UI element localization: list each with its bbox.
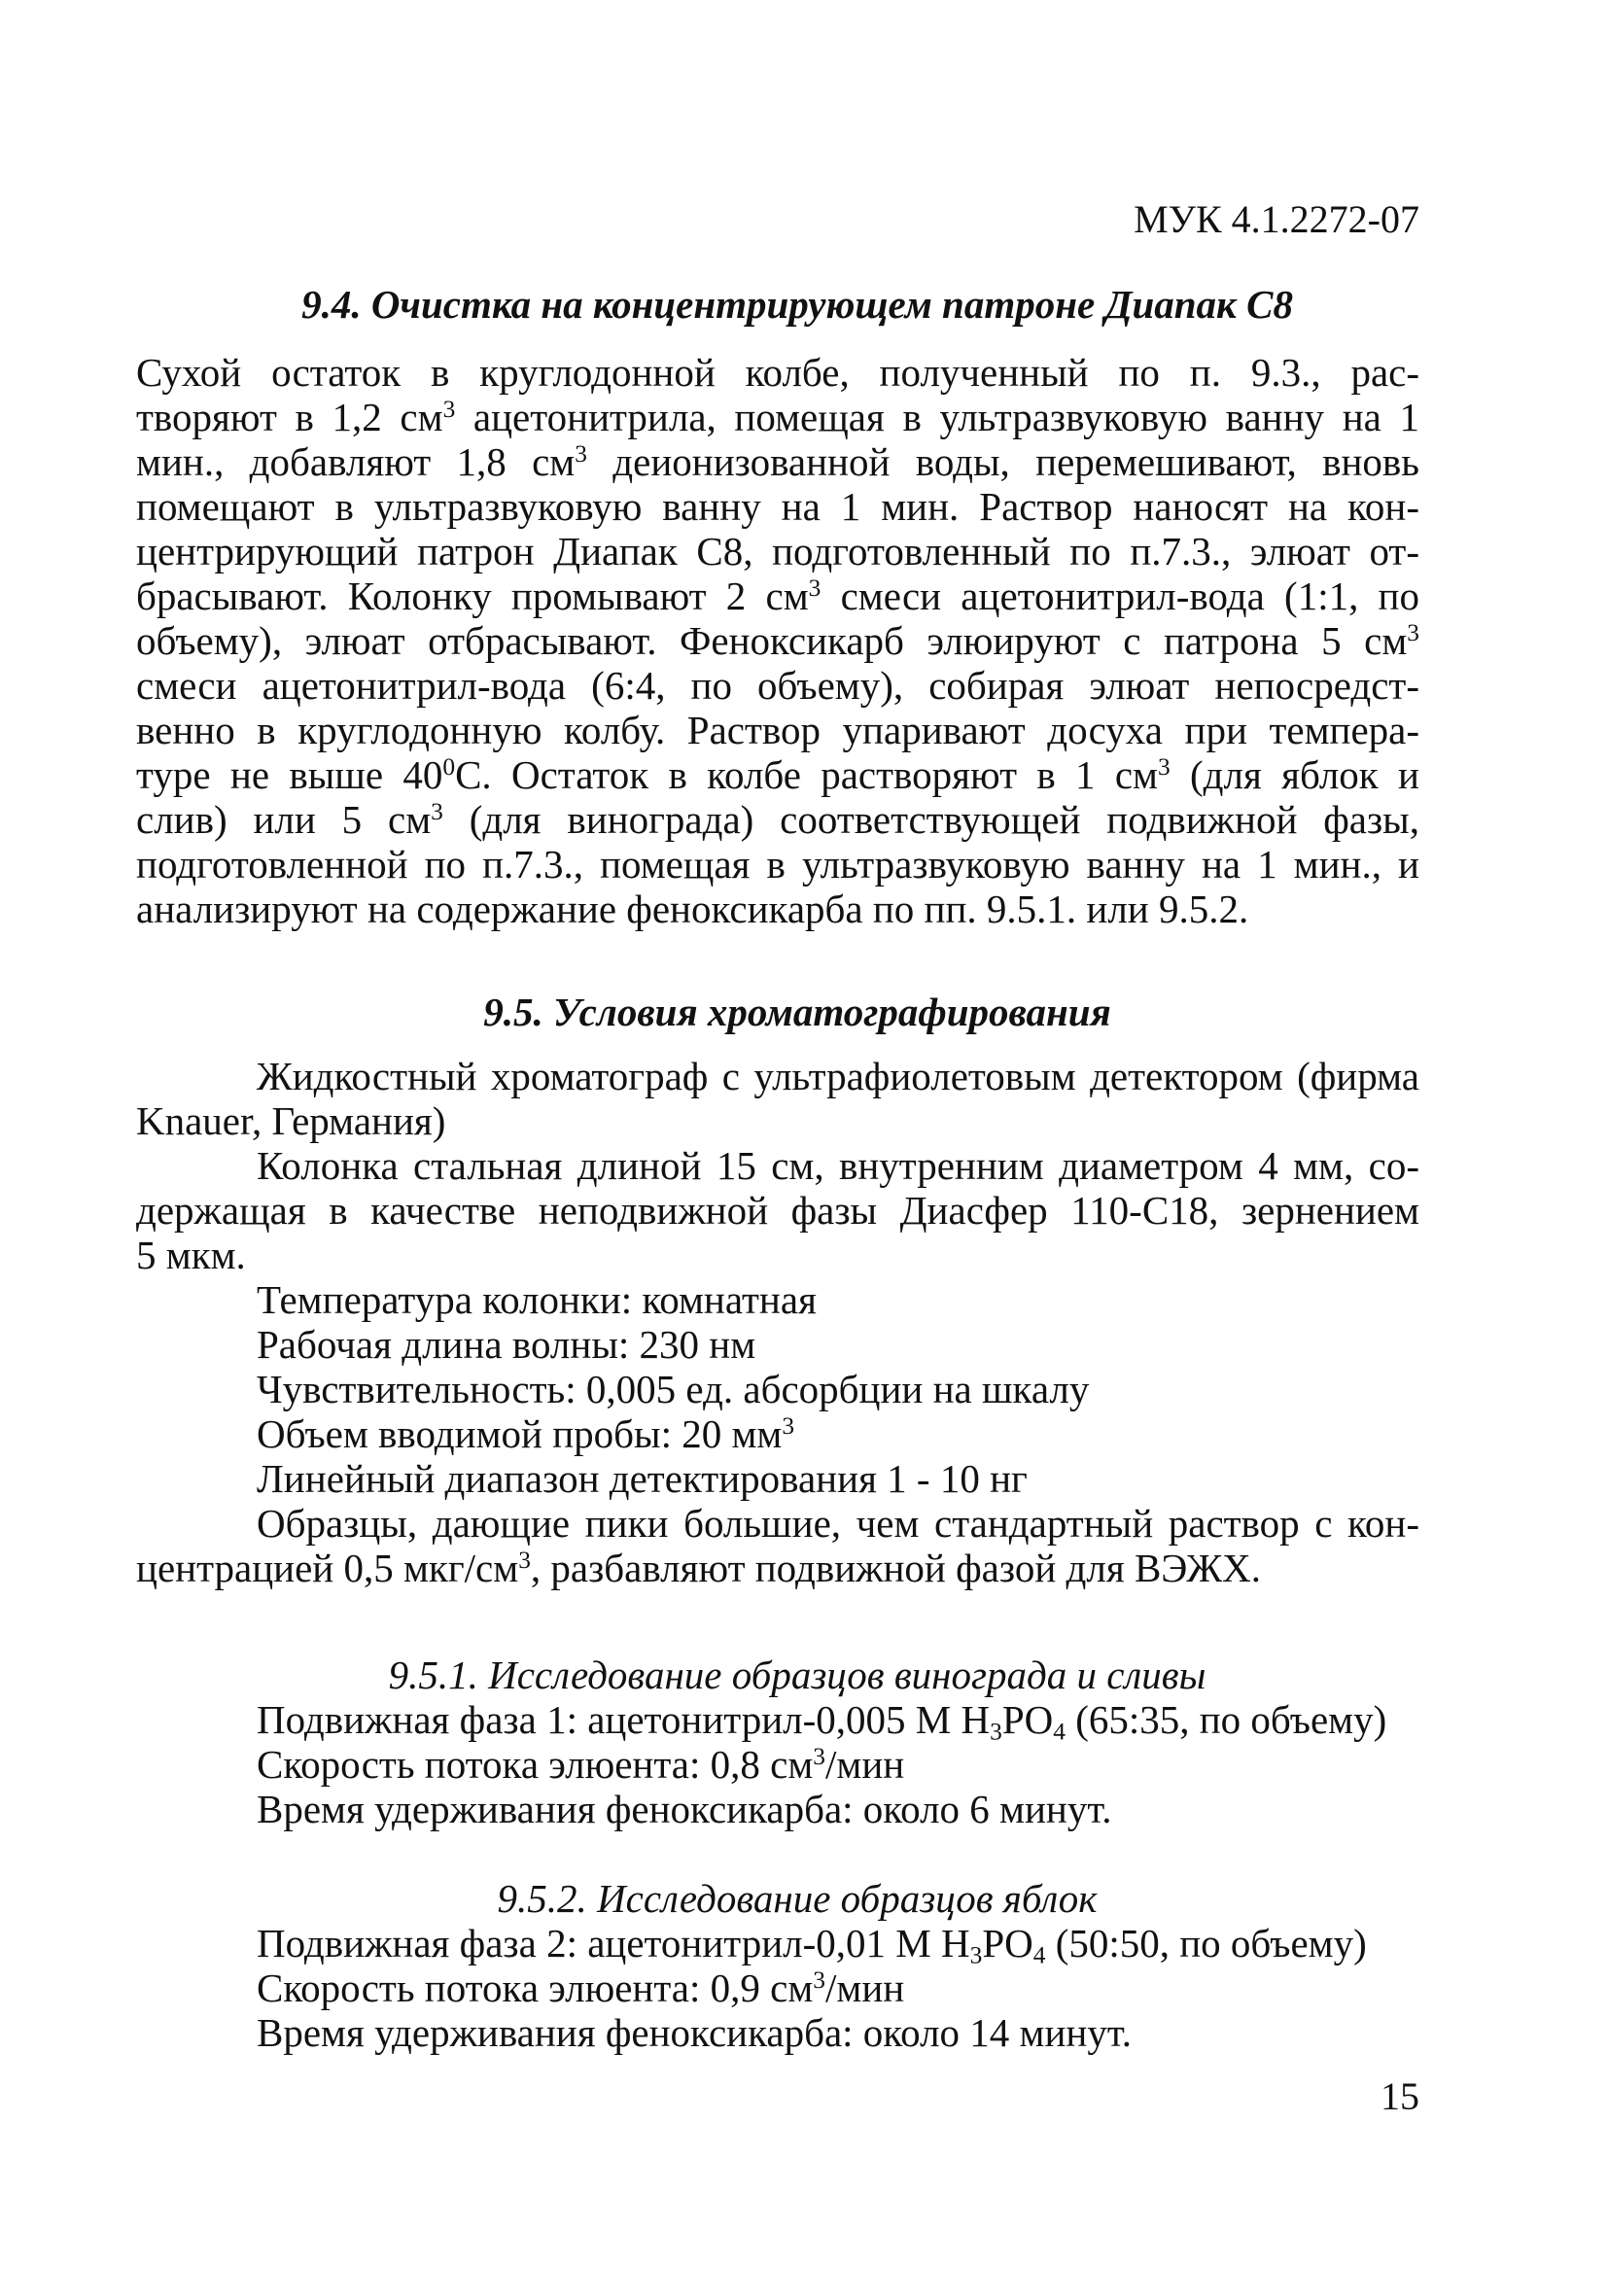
- text-line: [257, 1322, 1419, 1367]
- text-run: ацетонитрила, помещая в ультразвуковую ванну на 1: [455, 395, 1419, 439]
- text-line: [257, 1966, 1419, 2010]
- superscript: 3: [518, 1547, 531, 1575]
- text-line: [257, 1411, 1419, 1456]
- text-line: [136, 1546, 1419, 1590]
- section-9-4-body: [136, 350, 1419, 931]
- text-line: [257, 1054, 1419, 1098]
- text-line: [257, 1787, 1419, 1831]
- superscript: 3: [782, 1412, 795, 1441]
- text-run: анализируют на содержание феноксикарба по пп. 9.5.1. или 9.5.2.: [136, 887, 1249, 931]
- text-run: туре не выше 40: [136, 752, 443, 797]
- text-run: Образцы, дающие пики большие, чем стандартный раствор с кон-: [257, 1501, 1419, 1546]
- superscript: 3: [1157, 753, 1171, 782]
- text-run: Скорость потока элюента: 0,8 см: [257, 1742, 814, 1787]
- text-run: центрирующий патрон Диапак С8, подготовленный по п.7.3., элюат от-: [136, 529, 1419, 574]
- subscript: 3: [990, 1718, 1002, 1746]
- text-run: PO: [982, 1921, 1033, 1966]
- text-run: Подвижная фаза 1: ацетонитрил-0,005 М H: [257, 1697, 991, 1742]
- text-run: объему), элюат отбрасывают. Феноксикарб элюируют с патрона 5 см: [136, 618, 1408, 663]
- text-line: [136, 708, 1419, 752]
- section-9-5-1-title: 9.5.1. Исследование образцов винограда и сливы: [388, 1652, 1206, 1697]
- text-run: подготовленной по п.7.3., помещая в ультразвуковую ванну на 1 мин., и: [136, 842, 1419, 887]
- text-run: Линейный диапазон детектирования 1 - 10 нг: [257, 1456, 1028, 1501]
- section-9-5-2-body: [194, 1921, 1419, 2055]
- superscript: 3: [813, 1743, 825, 1771]
- superscript: 3: [813, 1966, 825, 1995]
- text-line: [136, 574, 1419, 618]
- text-line: [257, 2010, 1419, 2055]
- document-code: МУК 4.1.2272-07: [1134, 197, 1419, 241]
- text-run: Рабочая длина волны: 230 нм: [257, 1322, 756, 1367]
- text-line: [136, 1098, 1419, 1143]
- text-run: центрацией 0,5 мкг/см: [136, 1546, 519, 1590]
- text-run: держащая в качестве неподвижной фазы Диасфер 110-С18, зернением: [136, 1188, 1419, 1233]
- superscript: 3: [575, 440, 587, 469]
- text-run: Жидкостный хроматограф с ультрафиолетовым детектором (фирма: [257, 1054, 1419, 1098]
- text-line: [136, 797, 1419, 842]
- text-line: [136, 1233, 1419, 1277]
- subscript: 3: [969, 1941, 983, 1969]
- text-run: мин., добавляют 1,8 см: [136, 439, 576, 484]
- text-run: смеси ацетонитрил-вода (6:4, по объему), собирая элюат непосредст-: [136, 663, 1419, 708]
- text-run: венно в круглодонную колбу. Раствор упаривают досуха при темпера-: [136, 708, 1419, 752]
- text-run: (50:50, по объему): [1045, 1921, 1367, 1966]
- text-run: слив) или 5 см: [136, 797, 432, 842]
- superscript: 3: [442, 396, 456, 424]
- text-line: [257, 1143, 1419, 1188]
- text-line: [257, 1921, 1419, 1969]
- text-run: Время удерживания феноксикарба: около 6 минут.: [257, 1787, 1112, 1831]
- section-9-5-title: 9.5. Условия хроматографирования: [483, 990, 1111, 1034]
- section-9-5-1-body: [194, 1697, 1419, 1831]
- section-9-4-title: 9.4. Очистка на концентрирующем патроне Диапак С8: [301, 282, 1293, 327]
- text-run: деионизованной воды, перемешивают, вновь: [586, 439, 1419, 484]
- page-number: 15: [1381, 2074, 1419, 2118]
- text-run: Подвижная фаза 2: ацетонитрил-0,01 М H: [257, 1921, 970, 1966]
- section-9-5-2-title: 9.5.2. Исследование образцов яблок: [497, 1876, 1098, 1921]
- text-run: (для винограда) соответствующей подвижной фазы,: [442, 797, 1419, 842]
- text-line: [257, 1277, 1419, 1322]
- section-9-5-body: [136, 1054, 1419, 1590]
- text-line: [257, 1742, 1419, 1787]
- text-run: Колонка стальная длиной 15 см, внутренним диаметром 4 мм, со-: [257, 1143, 1419, 1188]
- text-run: помещают в ультразвуковую ванну на 1 мин. Раствор наносят на кон-: [136, 484, 1419, 529]
- text-line: [136, 887, 1419, 931]
- text-run: Объем вводимой пробы: 20 мм: [257, 1411, 783, 1456]
- text-line: [136, 618, 1419, 663]
- text-line: [136, 395, 1419, 439]
- text-line: [136, 439, 1419, 484]
- text-line: [136, 752, 1419, 797]
- subscript: 4: [1053, 1718, 1066, 1746]
- text-run: Температура колонки: комнатная: [257, 1277, 817, 1322]
- superscript: 3: [808, 574, 821, 603]
- text-run: /мин: [824, 1966, 905, 2010]
- superscript: 3: [1407, 619, 1419, 647]
- text-line: [136, 842, 1419, 887]
- text-line: [136, 484, 1419, 529]
- text-line: [257, 1456, 1419, 1501]
- text-run: /мин: [824, 1742, 905, 1787]
- superscript: 0: [442, 753, 456, 782]
- text-line: [136, 350, 1419, 395]
- text-run: PO: [1001, 1697, 1054, 1742]
- text-line: [136, 1188, 1419, 1233]
- text-line: [257, 1367, 1419, 1411]
- text-run: Чувствительность: 0,005 ед. абсорбции на шкалу: [257, 1367, 1090, 1411]
- subscript: 4: [1032, 1941, 1046, 1969]
- text-run: С. Остаток в колбе растворяют в 1 см: [455, 752, 1158, 797]
- text-line: [257, 1501, 1419, 1546]
- text-run: Сухой остаток в круглодонной колбе, полученный по п. 9.3., рас-: [136, 350, 1419, 395]
- superscript: 3: [431, 798, 443, 826]
- text-run: (65:35, по объему): [1065, 1697, 1387, 1742]
- text-run: брасывают. Колонку промывают 2 см: [136, 574, 809, 618]
- text-line: [257, 1697, 1419, 1746]
- text-run: 5 мкм.: [136, 1233, 246, 1277]
- text-run: Время удерживания феноксикарба: около 14 минут.: [257, 2010, 1132, 2055]
- text-run: (для яблок и: [1170, 752, 1419, 797]
- text-line: [136, 663, 1419, 708]
- text-run: , разбавляют подвижной фазой для ВЭЖХ.: [530, 1546, 1261, 1590]
- text-line: [136, 529, 1419, 574]
- text-run: Knauer, Германия): [136, 1098, 446, 1143]
- text-run: Скорость потока элюента: 0,9 см: [257, 1966, 814, 2010]
- text-run: смеси ацетонитрил-вода (1:1, по: [821, 574, 1419, 618]
- text-run: творяют в 1,2 см: [136, 395, 443, 439]
